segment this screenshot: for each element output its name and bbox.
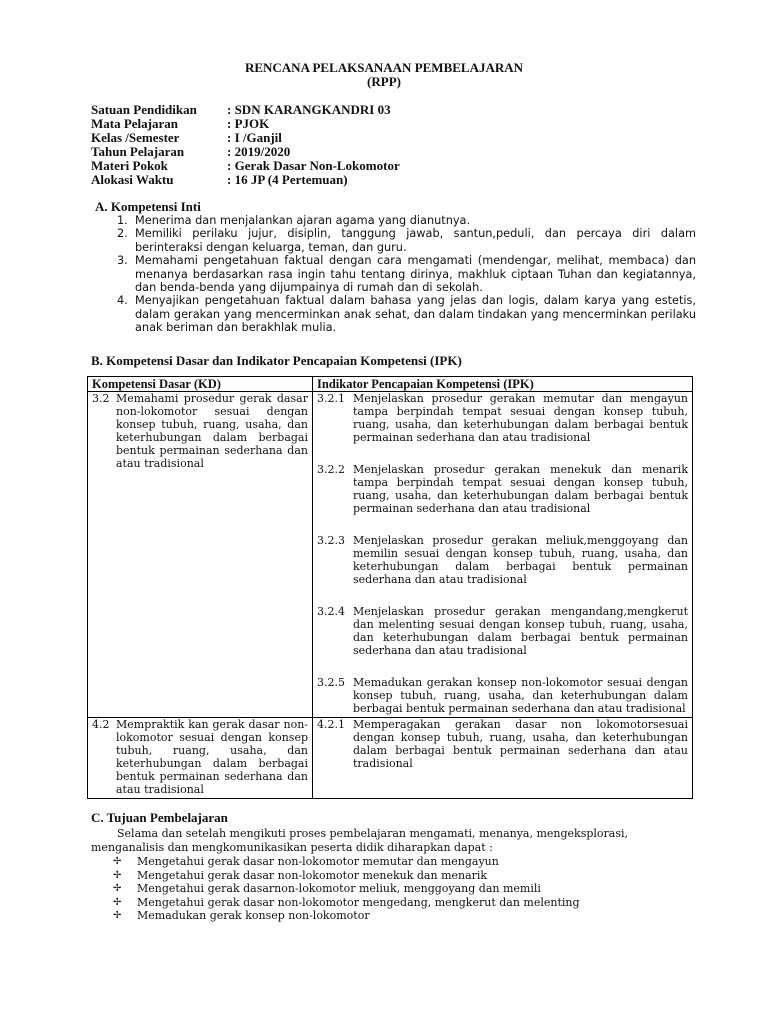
identity-label: Mata Pelajaran <box>91 116 179 131</box>
list-item <box>113 214 696 227</box>
ipk-number: 4.2.1 <box>317 718 345 731</box>
list-text: Mengetahui gerak dasar non-lokomotor mengedang, mengkerut dan melenting <box>137 895 580 909</box>
list-number: 4. <box>117 294 128 308</box>
list-number: 2. <box>117 227 128 241</box>
kd-text: Mempraktik kan gerak dasar non-lokomotor sesuai dengan konsep tubuh, ruang, usaha, dan keterhubungan dalam berbagai bentuk permainan sederhana dan atau tradisional <box>116 718 308 796</box>
identity-row <box>91 159 531 173</box>
list-item <box>113 909 580 923</box>
kd-text: Memahami prosedur gerak dasar non-lokomotor sesuai dengan konsep tubuh, ruang, usaha, dan keterhubungan dalam berbagai bentuk permainan sederhana dan atau tradisional <box>116 392 308 470</box>
list-text: Memadukan gerak konsep non-lokomotor <box>137 909 370 923</box>
ipk-item <box>317 392 688 444</box>
section-c-heading: C. Tujuan Pembelajaran <box>91 810 228 825</box>
ipk-item <box>317 605 688 657</box>
kd-cell <box>88 718 313 799</box>
ipk-text: Memadukan gerakan konsep non-lokomotor sesuai dengan konsep tubuh, ruang, usaha, dan keterhubungan dalam berbagai bentuk permainan sederhana dan atau tradisional <box>353 676 688 715</box>
ipk-item <box>317 718 688 770</box>
identity-label: Materi Pokok <box>91 158 168 173</box>
ipk-number: 3.2.5 <box>317 676 345 689</box>
ipk-item <box>317 534 688 586</box>
ipk-number: 3.2.1 <box>317 392 345 405</box>
identity-value: : SDN KARANGKANDRI 03 <box>227 102 391 117</box>
section-b-heading: B. Kompetensi Dasar dan Indikator Pencapaian Kompetensi (IPK) <box>91 353 462 368</box>
kd-number: 4.2 <box>92 718 110 731</box>
kd-number: 3.2 <box>92 392 110 405</box>
cross-star-icon: ✢ <box>113 910 122 922</box>
ipk-text: Menjelaskan prosedur gerakan menekuk dan menarik tampa berpindah tempat sesuai dengan konsep tubuh, ruang, usaha, dan keterhubungan dalam berbagai bentuk permainan sederhana dan atau tradisional <box>353 463 688 515</box>
kd-cell <box>88 392 313 718</box>
ipk-text: Menjelaskan prosedur gerakan memutar dan mengayun tampa berpindah tempat sesuai dengan konsep tubuh, ruang, usaha, dan keterhubungan dalam berbagai bentuk permainan sederhana dan atau tradisional <box>353 392 688 444</box>
cross-star-icon: ✢ <box>113 883 122 895</box>
list-text: Menyajikan pengetahuan faktual dalam bahasa yang jelas dan logis, dalam karya yang estetis, dalam gerakan yang mencerminkan anak sehat, dan dalam tindakan yang mencerminkan perilaku anak beriman dan berakhlak mulia. <box>135 294 696 335</box>
section-a-heading: A. Kompetensi Inti <box>95 199 201 214</box>
column-header-ipk: Indikator Pencapaian Kompetensi (IPK) <box>313 377 693 392</box>
list-number: 1. <box>117 214 128 227</box>
list-number: 3. <box>117 254 128 268</box>
list-item <box>113 294 696 334</box>
ipk-number: 3.2.4 <box>317 605 345 618</box>
identity-row <box>91 131 531 145</box>
identity-value: : PJOK <box>227 116 270 131</box>
list-item <box>113 227 696 254</box>
identity-value: : I /Ganjil <box>227 130 282 145</box>
list-text: Memiliki perilaku jujur, disiplin, tanggung jawab, santun,peduli, dan percaya diri dalam berinteraksi dengan keluarga, teman, dan guru. <box>135 227 696 254</box>
column-header-kd: Kompetensi Dasar (KD) <box>88 377 313 392</box>
kd-ipk-table <box>87 376 693 799</box>
tujuan-intro-line: menganalisis dan mengkomunikasikan peserta didik diharapkan dapat : <box>91 841 493 854</box>
ipk-text: Memperagakan gerakan dasar non lokomotorsesuai dengan konsep tubuh, ruang, usaha, dan keterhubungan dalam berbagai bentuk permainan sederhana dan atau tradisional <box>353 718 688 770</box>
list-item <box>113 254 696 294</box>
identity-row <box>91 173 531 187</box>
list-text: Mengetahui gerak dasar non-lokomotor menekuk dan menarik <box>137 868 488 882</box>
list-item <box>113 869 580 883</box>
identity-row <box>91 117 531 131</box>
list-text: Menerima dan menjalankan ajaran agama yang dianutnya. <box>135 214 471 227</box>
ipk-item <box>317 463 688 515</box>
identity-block <box>91 103 531 187</box>
identity-value: : 2019/2020 <box>227 144 291 159</box>
tujuan-list <box>113 855 580 923</box>
document-subtitle: (RPP) <box>367 74 401 89</box>
ipk-cell <box>313 718 693 799</box>
cross-star-icon: ✢ <box>113 856 122 867</box>
table-header-row <box>88 377 693 392</box>
ipk-text: Menjelaskan prosedur gerakan mengandang,mengkerut dan melenting sesuai dengan konsep tubuh, ruang, usaha, dan keterhubungan dalam berbagai bentuk permainan sederhana dan atau tradisional <box>353 605 688 657</box>
identity-label: Satuan Pendidikan <box>91 102 197 117</box>
identity-row <box>91 145 531 159</box>
identity-label: Tahun Pelajaran <box>91 144 185 159</box>
list-item <box>113 896 580 910</box>
cross-star-icon: ✢ <box>113 869 122 881</box>
ipk-text: Menjelaskan prosedur gerakan meliuk,menggoyang dan memilin sesuai dengan konsep tubuh, ruang, usaha, dan keterhubungan dalam berbagai bentuk permainan sederhana dan atau tradisional <box>353 534 688 586</box>
list-item <box>113 855 580 869</box>
ipk-item <box>317 676 688 715</box>
identity-label: Kelas /Semester <box>91 130 180 145</box>
list-text: Mengetahui gerak dasar non-lokomotor memutar dan mengayun <box>137 855 499 868</box>
tujuan-intro <box>91 827 697 854</box>
ipk-number: 3.2.3 <box>317 534 345 547</box>
ipk-cell <box>313 392 693 718</box>
identity-label: Alokasi Waktu <box>91 172 174 187</box>
identity-row <box>91 103 531 117</box>
cross-star-icon: ✢ <box>113 896 122 908</box>
list-text: Mengetahui gerak dasarnon-lokomotor meliuk, menggoyang dan memili <box>137 882 541 896</box>
list-text: Memahami pengetahuan faktual dengan cara mengamati (mendengar, melihat, membaca) dan menanya berdasarkan rasa ingin tahu tentang dirinya, makhluk ciptaan Tuhan dan kegiatannya, dan benda-benda yang dijumpainya di rumah dan di sekolah. <box>135 254 696 295</box>
list-item <box>113 882 580 896</box>
tujuan-intro-line: Selama dan setelah mengikuti proses pembelajaran mengamati, menanya, mengeksplorasi, <box>117 827 629 840</box>
identity-value: : 16 JP (4 Pertemuan) <box>227 172 348 187</box>
kompetensi-inti-list <box>113 214 696 335</box>
table-row <box>88 392 693 718</box>
document-title: RENCANA PELAKSANAAN PEMBELAJARAN <box>244 60 524 75</box>
table-row <box>88 718 693 799</box>
identity-value: : Gerak Dasar Non-Lokomotor <box>227 158 400 173</box>
ipk-number: 3.2.2 <box>317 463 345 476</box>
